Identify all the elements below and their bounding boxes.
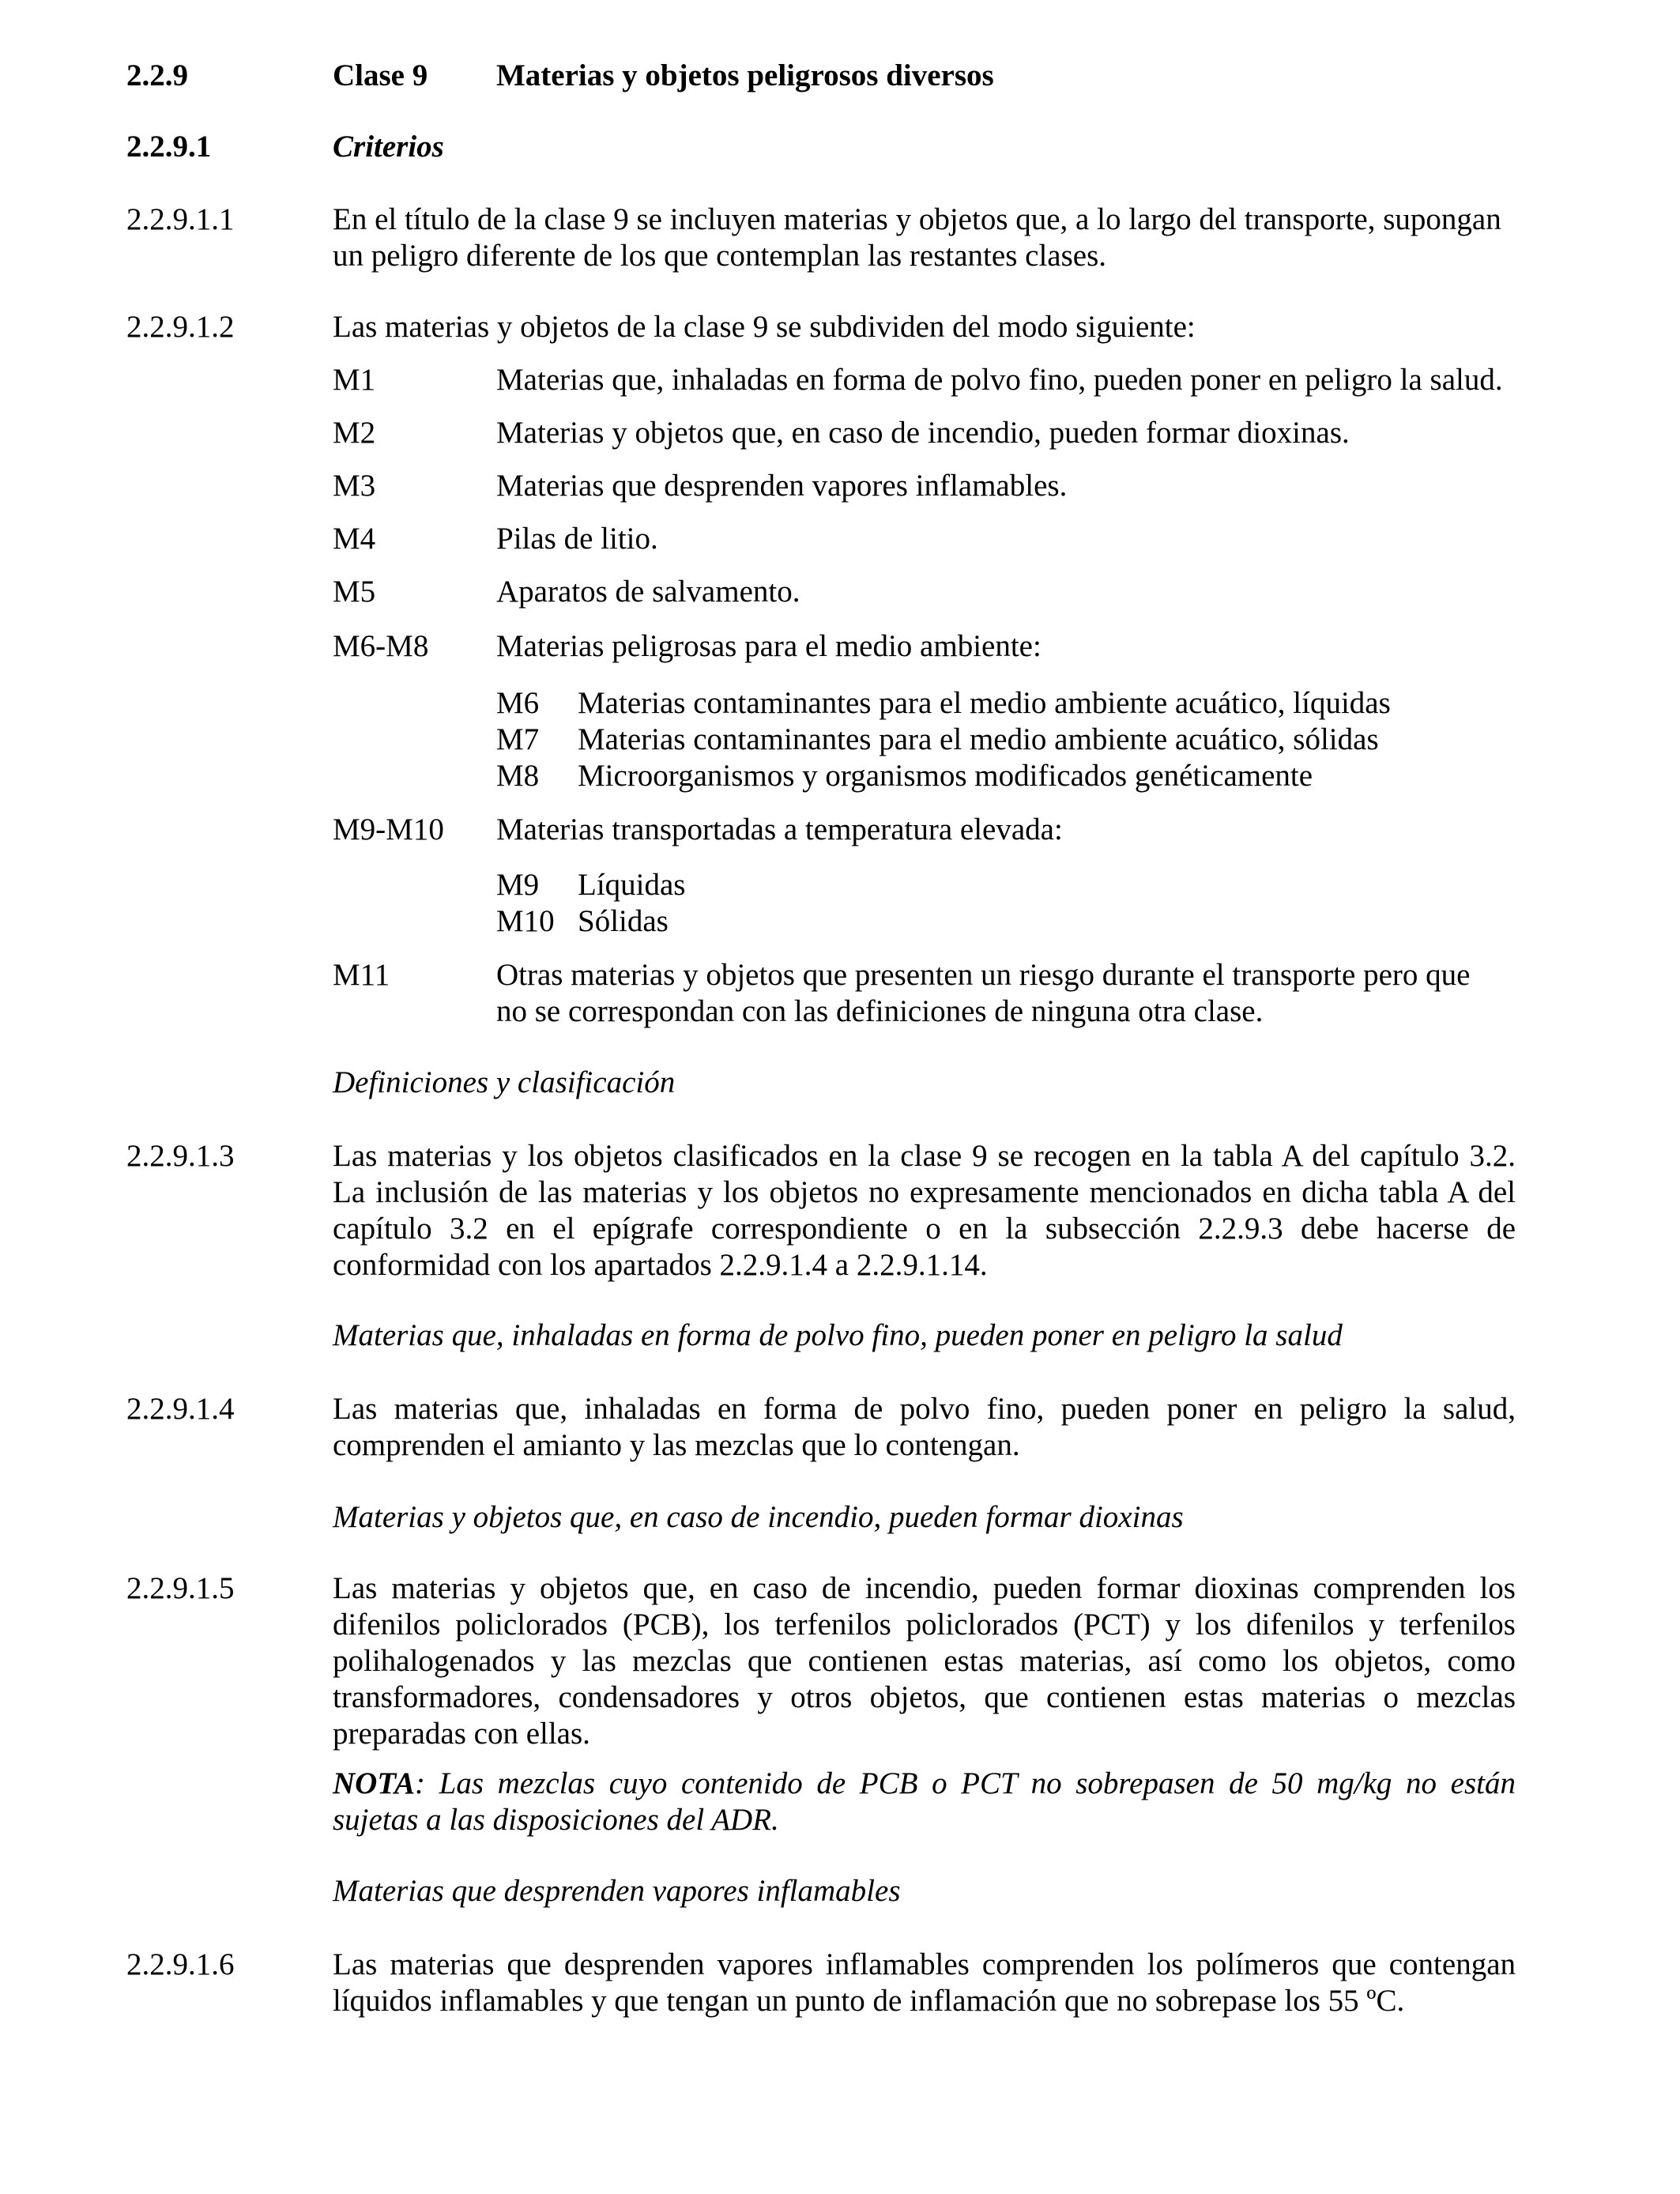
paragraph-line: Las materias y objetos que, en caso de incendio, pueden formar dioxinas comprenden los: [333, 1571, 1516, 1605]
item-text: Materias que, inhaladas en forma de polvo fino, pueden poner en peligro la salud.: [496, 363, 1503, 397]
item-code: M5: [333, 575, 376, 609]
item-code: M6-M8: [333, 629, 429, 663]
item-text: Materias que desprenden vapores inflamables.: [496, 469, 1068, 503]
paragraph-line: preparadas con ellas.: [333, 1717, 590, 1751]
subheading: Definiciones y clasificación: [333, 1065, 676, 1099]
paragraph-2-2-9-1-5: [333, 1570, 1516, 1752]
item-text: Materias y objetos que, en caso de incendio, pueden formar dioxinas.: [496, 416, 1350, 450]
note-line: sujetas a las disposiciones del ADR.: [333, 1803, 779, 1837]
paragraph-line: Las materias que desprenden vapores inflamables comprenden los polímeros que contengan: [333, 1947, 1516, 1981]
item-code: M4: [333, 522, 376, 556]
note-text: : Las mezclas cuyo contenido de PCB o PCT no sobrepasen de 50 mg/kg no están: [415, 1766, 1516, 1800]
subitem-code: M9: [496, 868, 540, 902]
subsection-number: 2.2.9.1: [126, 130, 212, 164]
item-code: M2: [333, 416, 376, 450]
item-text: Materias peligrosas para el medio ambiente:: [496, 629, 1042, 663]
paragraph-line: Las materias que, inhaladas en forma de polvo fino, pueden poner en peligro la salud,: [333, 1392, 1516, 1426]
section-number: 2.2.9: [126, 58, 188, 92]
note: [333, 1766, 1516, 1838]
paragraph-line: un peligro diferente de los que contemplan las restantes clases.: [333, 239, 1106, 273]
subitem-text: Líquidas: [578, 868, 686, 902]
paragraph-intro: Las materias y objetos de la clase 9 se subdividen del modo siguiente:: [333, 310, 1196, 344]
subitem-text: Microorganismos y organismos modificados genéticamente: [578, 759, 1313, 793]
item-text: Aparatos de salvamento.: [496, 575, 800, 609]
item-code: M1: [333, 363, 376, 397]
paragraph-number: 2.2.9.1.2: [126, 310, 235, 344]
item-code: M11: [333, 958, 390, 992]
subitem-code: M8: [496, 759, 540, 793]
paragraph-line: capítulo 3.2 en el epígrafe correspondiente o en la subsección 2.2.9.3 debe hacerse de: [333, 1212, 1516, 1246]
note-label: NOTA: [333, 1766, 416, 1800]
paragraph-2-2-9-1-4: [333, 1391, 1516, 1464]
paragraph-number: 2.2.9.1.4: [126, 1392, 235, 1426]
subitem-text: Materias contaminantes para el medio ambiente acuático, líquidas: [578, 686, 1391, 720]
subheading: Materias que desprenden vapores inflamables: [333, 1874, 901, 1908]
paragraph-line: líquidos inflamables y que tengan un punto de inflamación que no sobrepase los 55 ºC.: [333, 1984, 1405, 2018]
subsection-title: Criterios: [333, 130, 444, 164]
paragraph-line: polihalogenados y las mezclas que contienen estas materias, así como los objetos, como: [333, 1644, 1516, 1678]
paragraph-number: 2.2.9.1.1: [126, 202, 235, 236]
paragraph-2-2-9-1-1: [333, 202, 1516, 274]
section-class-label: Clase 9: [333, 58, 428, 92]
paragraph-line: comprenden el amianto y las mezclas que lo contengan.: [333, 1428, 1020, 1462]
section-title: Materias y objetos peligrosos diversos: [496, 58, 994, 92]
paragraph-line: conformidad con los apartados 2.2.9.1.4 a 2.2.9.1.14.: [333, 1248, 988, 1282]
paragraph-number: 2.2.9.1.6: [126, 1947, 235, 1981]
item-text-line: Otras materias y objetos que presenten un riesgo durante el transporte pero que: [496, 958, 1471, 992]
paragraph-number: 2.2.9.1.3: [126, 1139, 235, 1173]
paragraph-line: transformadores, condensadores y otros objetos, que contienen estas materias o mezclas: [333, 1680, 1516, 1714]
paragraph-line: difenilos policlorados (PCB), los terfenilos policlorados (PCT) y los difenilos y terfenilos: [333, 1608, 1516, 1642]
subheading: Materias que, inhaladas en forma de polvo fino, pueden poner en peligro la salud: [333, 1318, 1343, 1352]
subitem-code: M10: [496, 904, 555, 938]
paragraph-2-2-9-1-6: [333, 1947, 1516, 2019]
subitem-text: Materias contaminantes para el medio ambiente acuático, sólidas: [578, 722, 1379, 756]
subitem-code: M6: [496, 686, 540, 720]
item-code: M3: [333, 469, 376, 503]
subheading: Materias y objetos que, en caso de incendio, pueden formar dioxinas: [333, 1500, 1184, 1534]
item-text: Materias transportadas a temperatura elevada:: [496, 812, 1063, 846]
subitem-code: M7: [496, 722, 540, 756]
paragraph-line: En el título de la clase 9 se incluyen materias y objetos que, a lo largo del transporte, supongan: [333, 202, 1501, 236]
item-text: [496, 957, 1516, 1030]
item-text-line: no se correspondan con las definiciones de ninguna otra clase.: [496, 994, 1264, 1028]
subitem-text: Sólidas: [578, 904, 669, 938]
note-line: [333, 1766, 1516, 1802]
item-text: Pilas de litio.: [496, 522, 658, 556]
paragraph-line: La inclusión de las materias y los objetos no expresamente mencionados en dicha tabla A del: [333, 1175, 1516, 1209]
item-code: M9-M10: [333, 812, 444, 846]
paragraph-2-2-9-1-3: [333, 1138, 1516, 1284]
paragraph-line: Las materias y los objetos clasificados en la clase 9 se recogen en la tabla A del capítulo 3.2.: [333, 1139, 1516, 1173]
paragraph-number: 2.2.9.1.5: [126, 1571, 235, 1605]
